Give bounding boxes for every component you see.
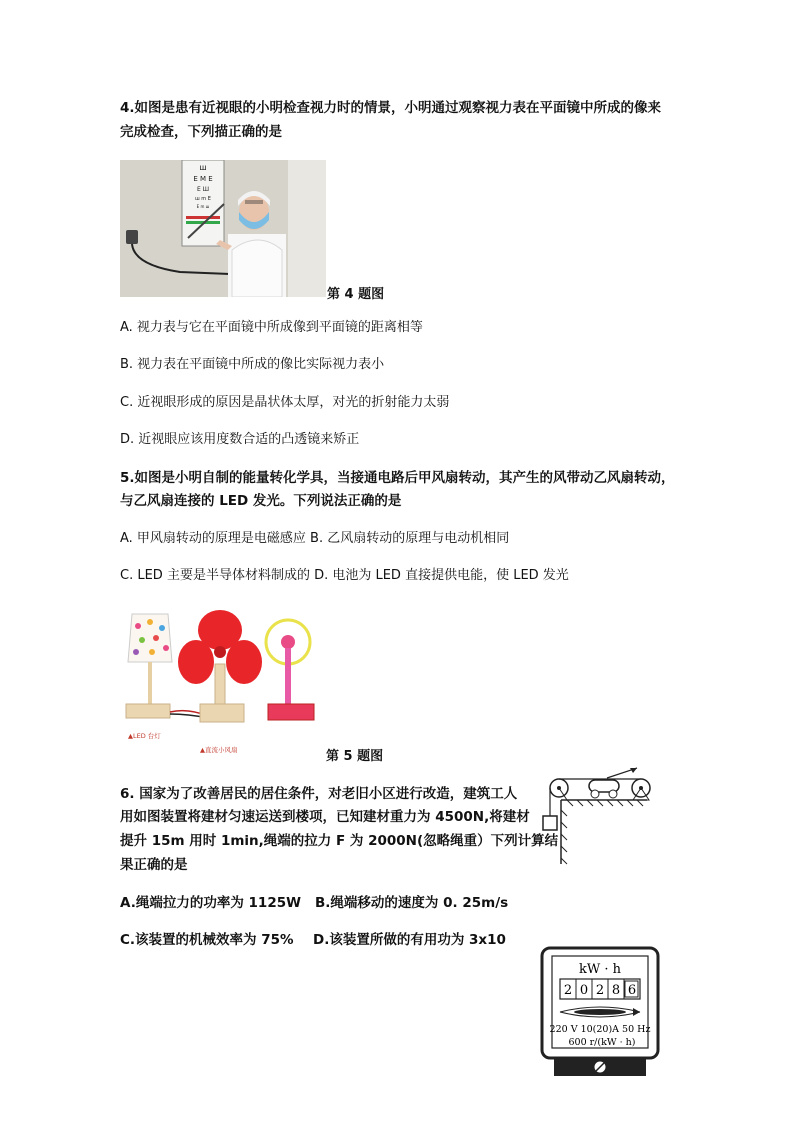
chart-row-1: ш — [199, 163, 207, 172]
q6-stem-line2: 用如图装置将建材匀速运送到楼项，已知建材重力为 4500N,将建材 — [120, 809, 530, 825]
meter-unit: kW · h — [578, 962, 622, 977]
meter-digit-3: 2 — [595, 983, 605, 998]
q4-stem-line1: 4.如图是患有近视眼的小明检查视力时的情景，小明通过观察视力表在平面镜中所成的像来 — [120, 100, 662, 116]
q4-option-c: C. 近视眼形成的原因是晶状体太厚，对光的折射能力太弱 — [120, 395, 450, 410]
q6-option-c: C.该装置的机械效率为 75% — [120, 932, 294, 948]
q6-stem-line3: 提升 15m 用时 1min,绳端的拉力 F 为 2000N(忽略绳重）下列计算结 — [120, 833, 559, 849]
q5-fan-photo — [118, 604, 323, 756]
meter-digit-1: 2 — [563, 983, 573, 998]
q5-stem-line2: 与乙风扇连接的 LED 发光。下列说法正确的是 — [120, 493, 402, 509]
chart-row-2: E M E — [193, 175, 213, 183]
meter-spec-line1: 220 V 10(20)A 50 Hz — [549, 1024, 651, 1035]
meter-digit-4: 8 — [611, 983, 621, 998]
q4-stem-line2: 完成检查，下列描正确的是 — [120, 124, 282, 140]
q6-pulley-diagram — [537, 766, 667, 866]
meter-spec-line2: 600 r/(kW · h) — [568, 1037, 636, 1048]
q6-stem-line1: 6. 国家为了改善居民的居住条件，对老旧小区进行改造，建筑工人 — [120, 786, 518, 802]
meter-digit-5: 6 — [627, 983, 637, 998]
q5-options-ab: A. 甲风扇转动的原理是电磁感应 B. 乙风扇转动的原理与电动机相同 — [120, 531, 510, 546]
q4-option-d: D. 近视眼应该用度数合适的凸透镜来矫正 — [120, 432, 360, 447]
q6-option-d: D.该装置所做的有用功为 3x10 — [313, 932, 506, 948]
q6-stem-line4: 果正确的是 — [120, 857, 188, 873]
q4-eye-test-photo — [120, 160, 326, 297]
meter-digit-2: 0 — [579, 983, 589, 998]
q4-option-a: A. 视力表与它在平面镜中所成像到平面镜的距离相等 — [120, 320, 423, 335]
q5-caption: 第 5 题图 — [326, 749, 384, 764]
chart-row-3: E Ш — [196, 186, 210, 193]
q6-option-b: B.绳端移动的速度为 0. 25m/s — [315, 895, 509, 911]
q5-options-cd: C. LED 主要是半导体材料制成的 D. 电池为 LED 直接提供电能，使 LED 发光 — [120, 568, 569, 583]
chart-row-5: E m ш — [196, 204, 210, 209]
q5-stem-line1: 5.如图是小明自制的能量转化学具，当接通电路后甲风扇转动，其产生的风带动乙风扇转动， — [120, 470, 675, 486]
q4-caption: 第 4 题图 — [327, 287, 385, 302]
fan-label: ▲直流小风扇 — [200, 746, 238, 754]
q4-option-b: B. 视力表在平面镜中所成的像比实际视力表小 — [120, 357, 385, 372]
lamp-label: ▲LED 台灯 — [128, 732, 161, 740]
q6-option-a: A.绳端拉力的功率为 1125W — [120, 895, 301, 911]
chart-row-4: ш m E — [195, 196, 211, 202]
electricity-meter — [540, 946, 660, 1078]
